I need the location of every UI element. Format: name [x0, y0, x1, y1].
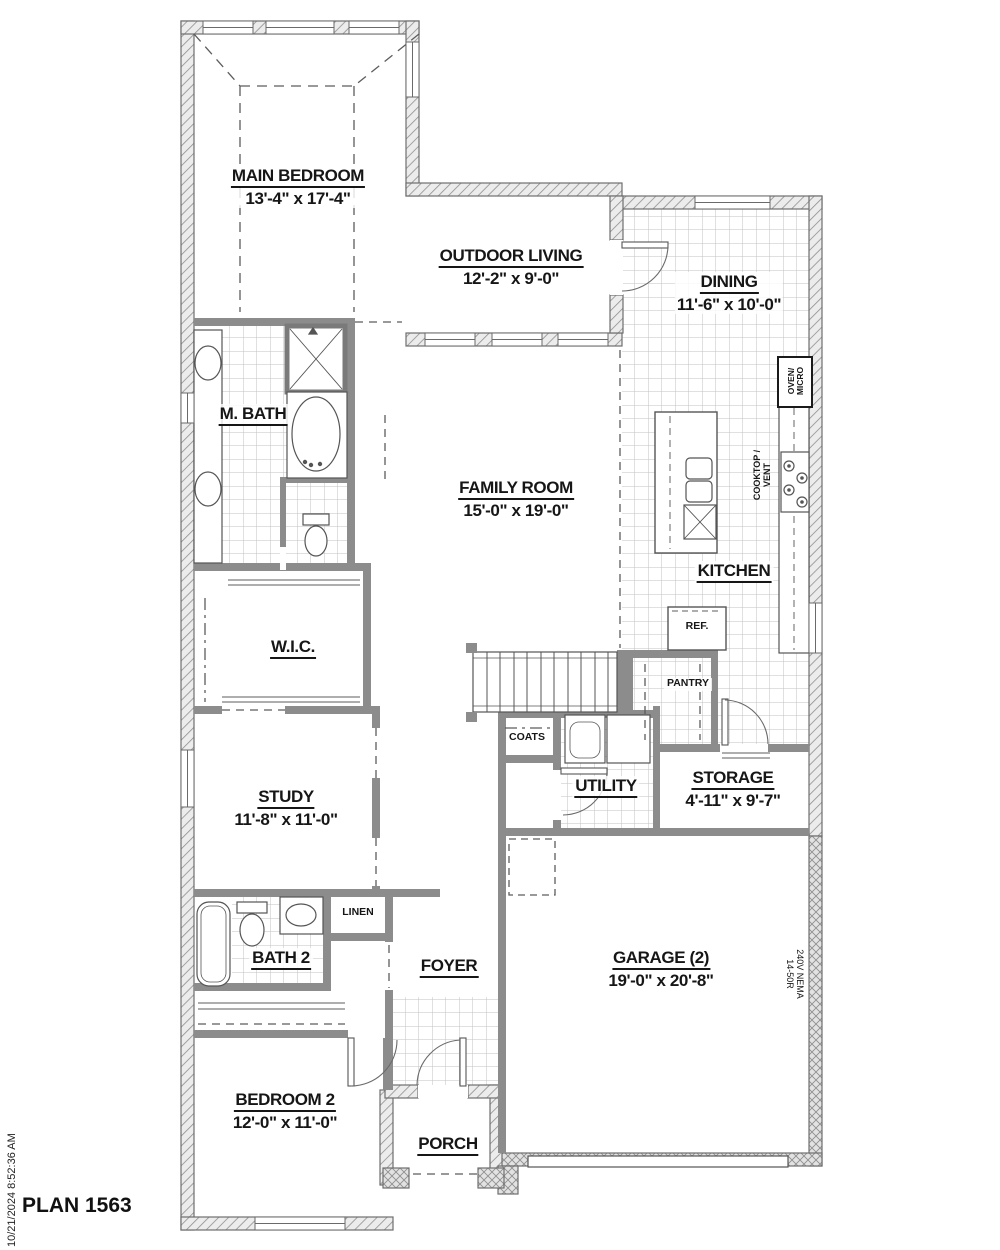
window-icon — [181, 750, 194, 807]
newel-post — [466, 643, 477, 653]
room-dims: 11'-6" x 10'-0" — [676, 295, 782, 315]
bath2-vanity — [280, 897, 323, 934]
appliance-label-ref — [683, 621, 712, 634]
room-label-study — [232, 787, 339, 829]
kitchen-counter — [779, 405, 809, 653]
room-name: W.I.C. — [270, 637, 316, 659]
room-name: OUTDOOR LIVING — [439, 246, 584, 268]
print-timestamp: 10/21/2024 8:52:36 AM — [6, 1133, 18, 1247]
garage-door — [528, 1156, 788, 1167]
room-label-bedroom2 — [231, 1090, 339, 1132]
room-label-utility — [572, 776, 639, 798]
window-icon — [695, 196, 770, 209]
room-name: STUDY — [257, 787, 315, 809]
room-name: LINEN — [342, 906, 374, 918]
room-name: BATH 2 — [251, 948, 311, 970]
newel-post — [466, 712, 477, 722]
window-icon — [492, 333, 542, 346]
annotation-nema-outlet: 240V NEMA 14-50R — [785, 949, 805, 999]
dishwasher — [684, 505, 716, 539]
closet-label-pantry — [664, 678, 712, 691]
room-name: DINING — [699, 272, 758, 294]
door-leaf — [622, 242, 668, 248]
closet-label-linen — [339, 907, 377, 920]
annotation-cooktop-vent: COOKTOP / VENT — [752, 449, 772, 501]
room-label-foyer — [418, 956, 481, 978]
room-label-bath2 — [249, 948, 313, 970]
room-label-wic — [268, 637, 318, 659]
storage-shelf — [722, 753, 770, 758]
room-label-porch — [415, 1134, 480, 1156]
window-icon — [203, 21, 253, 34]
window-icon — [406, 42, 419, 97]
door-leaf — [561, 768, 607, 774]
washer-dryer — [565, 715, 650, 763]
room-dims: 15'-0" x 19'-0" — [463, 501, 569, 521]
plan-title: PLAN 1563 — [22, 1194, 132, 1217]
toilet — [303, 514, 329, 556]
room-label-main-bedroom — [229, 166, 367, 208]
shower — [287, 326, 345, 392]
annotation-oven-micro: OVEN/ MICRO — [786, 366, 806, 396]
bathtub — [287, 392, 347, 478]
window-icon — [558, 333, 608, 346]
room-name: M. BATH — [219, 404, 288, 426]
room-name: STORAGE — [692, 768, 775, 790]
room-dims: 12'-2" x 9'-0" — [462, 269, 560, 289]
room-name: FAMILY ROOM — [458, 478, 574, 500]
bath2-tub — [197, 902, 230, 986]
room-dims: 11'-8" x 11'-0" — [234, 810, 338, 830]
window-icon — [266, 21, 334, 34]
room-dims: 12'-0" x 11'-0" — [232, 1113, 338, 1133]
door-leaf — [460, 1038, 466, 1086]
room-label-m-bath — [217, 404, 290, 426]
window-icon — [181, 393, 194, 423]
cooktop — [781, 452, 809, 512]
room-label-family-room — [456, 478, 576, 520]
sink-icon — [286, 904, 316, 926]
wic-shelf — [228, 580, 360, 585]
window-icon — [255, 1217, 345, 1230]
door-leaf — [348, 1038, 354, 1086]
closet-label-coats — [506, 732, 548, 745]
room-name: FOYER — [420, 956, 479, 978]
appliance-name: REF. — [685, 620, 709, 632]
room-label-dining — [675, 272, 783, 314]
window-icon — [425, 333, 475, 346]
sink-icon — [195, 346, 221, 380]
room-name: BEDROOM 2 — [234, 1090, 335, 1112]
room-dims: 19'-0" x 20'-8" — [608, 971, 714, 991]
room-name: MAIN BEDROOM — [231, 166, 365, 188]
room-dims: 13'-4" x 17'-4" — [245, 189, 351, 209]
sink-icon — [195, 472, 221, 506]
room-name: COATS — [509, 731, 545, 743]
room-label-storage — [683, 768, 782, 810]
sink-icon — [686, 458, 712, 479]
room-label-garage — [606, 948, 715, 990]
room-label-kitchen — [695, 561, 774, 583]
room-name: KITCHEN — [697, 561, 772, 583]
room-dims: 4'-11" x 9'-7" — [685, 791, 781, 811]
wic-shelf — [222, 697, 360, 702]
room-name: PORCH — [417, 1134, 478, 1156]
room-name: GARAGE (2) — [612, 948, 710, 970]
bedroom2-closet-shelf — [198, 1003, 345, 1009]
sink-icon — [686, 481, 712, 502]
garage-equipment-dash — [509, 839, 555, 895]
kitchen-island — [655, 412, 717, 553]
master-vanity — [194, 330, 222, 563]
room-name: UTILITY — [574, 776, 637, 798]
door-leaf — [722, 699, 728, 745]
window-icon — [809, 603, 822, 653]
window-icon — [349, 21, 399, 34]
stairs — [466, 643, 617, 722]
room-name: PANTRY — [667, 677, 709, 689]
room-label-outdoor-living — [437, 246, 586, 288]
